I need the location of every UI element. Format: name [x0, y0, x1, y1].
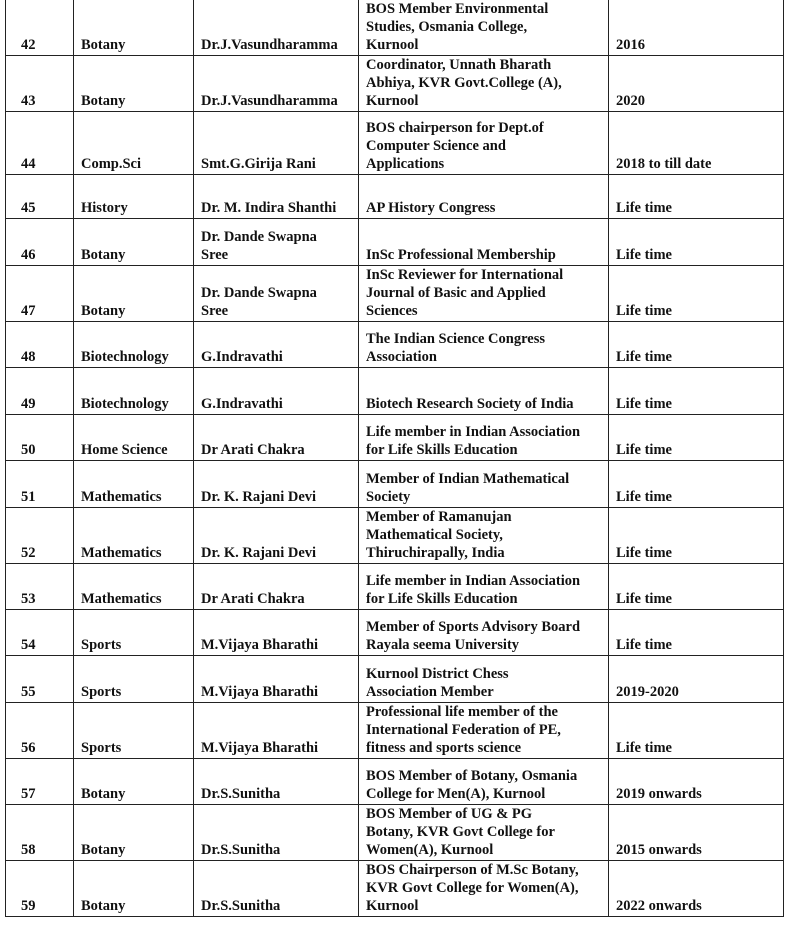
cell-period: Life time	[609, 610, 784, 656]
cell-period: Life time	[609, 461, 784, 508]
cell-period: 2015 onwards	[609, 805, 784, 861]
cell-serial-number: 50	[6, 415, 74, 461]
cell-serial-number: 56	[6, 703, 74, 759]
cell-membership-body: BOS Member of UG & PG Botany, KVR Govt College for Women(A), Kurnool	[359, 805, 609, 861]
cell-department: Sports	[74, 656, 194, 703]
cell-period: 2016	[609, 0, 784, 56]
table-row	[6, 175, 784, 219]
cell-department: Biotechnology	[74, 322, 194, 368]
table-row	[6, 368, 784, 415]
cell-department: Mathematics	[74, 564, 194, 610]
cell-department: Comp.Sci	[74, 112, 194, 175]
cell-period: 2019-2020	[609, 656, 784, 703]
cell-membership-body: AP History Congress	[359, 175, 609, 219]
table-row	[6, 112, 784, 175]
cell-faculty-name: Dr Arati Chakra	[194, 415, 359, 461]
cell-faculty-name: G.Indravathi	[194, 368, 359, 415]
cell-membership-body: Coordinator, Unnath Bharath Abhiya, KVR Govt.College (A), Kurnool	[359, 56, 609, 112]
cell-period: Life time	[609, 415, 784, 461]
cell-serial-number: 54	[6, 610, 74, 656]
table-row	[6, 759, 784, 805]
cell-membership-body: BOS Member of Botany, Osmania College for Men(A), Kurnool	[359, 759, 609, 805]
cell-period: Life time	[609, 564, 784, 610]
cell-faculty-name: Smt.G.Girija Rani	[194, 112, 359, 175]
table-row	[6, 508, 784, 564]
cell-membership-body: Professional life member of the International Federation of PE, fitness and sports science	[359, 703, 609, 759]
cell-period: Life time	[609, 322, 784, 368]
membership-table-body	[6, 0, 784, 917]
table-row	[6, 0, 784, 56]
cell-serial-number: 58	[6, 805, 74, 861]
cell-serial-number: 59	[6, 861, 74, 917]
cell-faculty-name: Dr. K. Rajani Devi	[194, 461, 359, 508]
table-row	[6, 266, 784, 322]
cell-membership-body: InSc Reviewer for International Journal of Basic and Applied Sciences	[359, 266, 609, 322]
cell-period: 2020	[609, 56, 784, 112]
table-row	[6, 861, 784, 917]
cell-membership-body: The Indian Science Congress Association	[359, 322, 609, 368]
cell-serial-number: 57	[6, 759, 74, 805]
cell-membership-body: Kurnool District Chess Association Member	[359, 656, 609, 703]
cell-serial-number: 43	[6, 56, 74, 112]
table-row	[6, 415, 784, 461]
cell-faculty-name: Dr.S.Sunitha	[194, 805, 359, 861]
cell-department: Botany	[74, 861, 194, 917]
cell-faculty-name: G.Indravathi	[194, 322, 359, 368]
cell-period: 2018 to till date	[609, 112, 784, 175]
cell-serial-number: 52	[6, 508, 74, 564]
table-row	[6, 564, 784, 610]
cell-faculty-name: M.Vijaya Bharathi	[194, 656, 359, 703]
cell-membership-body: BOS Chairperson of M.Sc Botany, KVR Govt College for Women(A), Kurnool	[359, 861, 609, 917]
cell-serial-number: 49	[6, 368, 74, 415]
cell-faculty-name: Dr.J.Vasundharamma	[194, 56, 359, 112]
cell-serial-number: 44	[6, 112, 74, 175]
cell-department: Botany	[74, 219, 194, 266]
cell-department: History	[74, 175, 194, 219]
cell-department: Botany	[74, 56, 194, 112]
table-row	[6, 703, 784, 759]
cell-department: Mathematics	[74, 508, 194, 564]
cell-membership-body: Life member in Indian Association for Life Skills Education	[359, 415, 609, 461]
cell-department: Botany	[74, 805, 194, 861]
membership-table	[5, 0, 784, 917]
cell-faculty-name: M.Vijaya Bharathi	[194, 703, 359, 759]
cell-department: Botany	[74, 0, 194, 56]
cell-period: Life time	[609, 219, 784, 266]
cell-membership-body: BOS Member Environmental Studies, Osmania College, Kurnool	[359, 0, 609, 56]
cell-faculty-name: Dr. K. Rajani Devi	[194, 508, 359, 564]
cell-faculty-name: M.Vijaya Bharathi	[194, 610, 359, 656]
cell-faculty-name: Dr. Dande Swapna Sree	[194, 219, 359, 266]
table-row	[6, 461, 784, 508]
cell-serial-number: 51	[6, 461, 74, 508]
cell-period: Life time	[609, 703, 784, 759]
cell-membership-body: Member of Indian Mathematical Society	[359, 461, 609, 508]
cell-faculty-name: Dr. M. Indira Shanthi	[194, 175, 359, 219]
cell-membership-body: Member of Ramanujan Mathematical Society, Thiruchirapally, India	[359, 508, 609, 564]
cell-department: Botany	[74, 266, 194, 322]
cell-serial-number: 47	[6, 266, 74, 322]
table-row	[6, 322, 784, 368]
table-row	[6, 56, 784, 112]
cell-membership-body: Life member in Indian Association for Life Skills Education	[359, 564, 609, 610]
cell-department: Botany	[74, 759, 194, 805]
cell-serial-number: 48	[6, 322, 74, 368]
cell-period: Life time	[609, 368, 784, 415]
cell-faculty-name: Dr.S.Sunitha	[194, 759, 359, 805]
cell-serial-number: 42	[6, 0, 74, 56]
cell-membership-body: BOS chairperson for Dept.of Computer Science and Applications	[359, 112, 609, 175]
cell-membership-body: Member of Sports Advisory Board Rayala seema University	[359, 610, 609, 656]
cell-membership-body: InSc Professional Membership	[359, 219, 609, 266]
cell-department: Mathematics	[74, 461, 194, 508]
cell-faculty-name: Dr.J.Vasundharamma	[194, 0, 359, 56]
cell-department: Sports	[74, 703, 194, 759]
cell-serial-number: 45	[6, 175, 74, 219]
table-row	[6, 805, 784, 861]
cell-serial-number: 55	[6, 656, 74, 703]
cell-period: Life time	[609, 508, 784, 564]
cell-serial-number: 53	[6, 564, 74, 610]
cell-department: Home Science	[74, 415, 194, 461]
table-row	[6, 610, 784, 656]
cell-department: Sports	[74, 610, 194, 656]
cell-period: Life time	[609, 175, 784, 219]
cell-faculty-name: Dr.S.Sunitha	[194, 861, 359, 917]
cell-period: Life time	[609, 266, 784, 322]
cell-faculty-name: Dr Arati Chakra	[194, 564, 359, 610]
cell-department: Biotechnology	[74, 368, 194, 415]
cell-period: 2022 onwards	[609, 861, 784, 917]
cell-serial-number: 46	[6, 219, 74, 266]
cell-faculty-name: Dr. Dande Swapna Sree	[194, 266, 359, 322]
table-row	[6, 219, 784, 266]
cell-period: 2019 onwards	[609, 759, 784, 805]
table-row	[6, 656, 784, 703]
cell-membership-body: Biotech Research Society of India	[359, 368, 609, 415]
